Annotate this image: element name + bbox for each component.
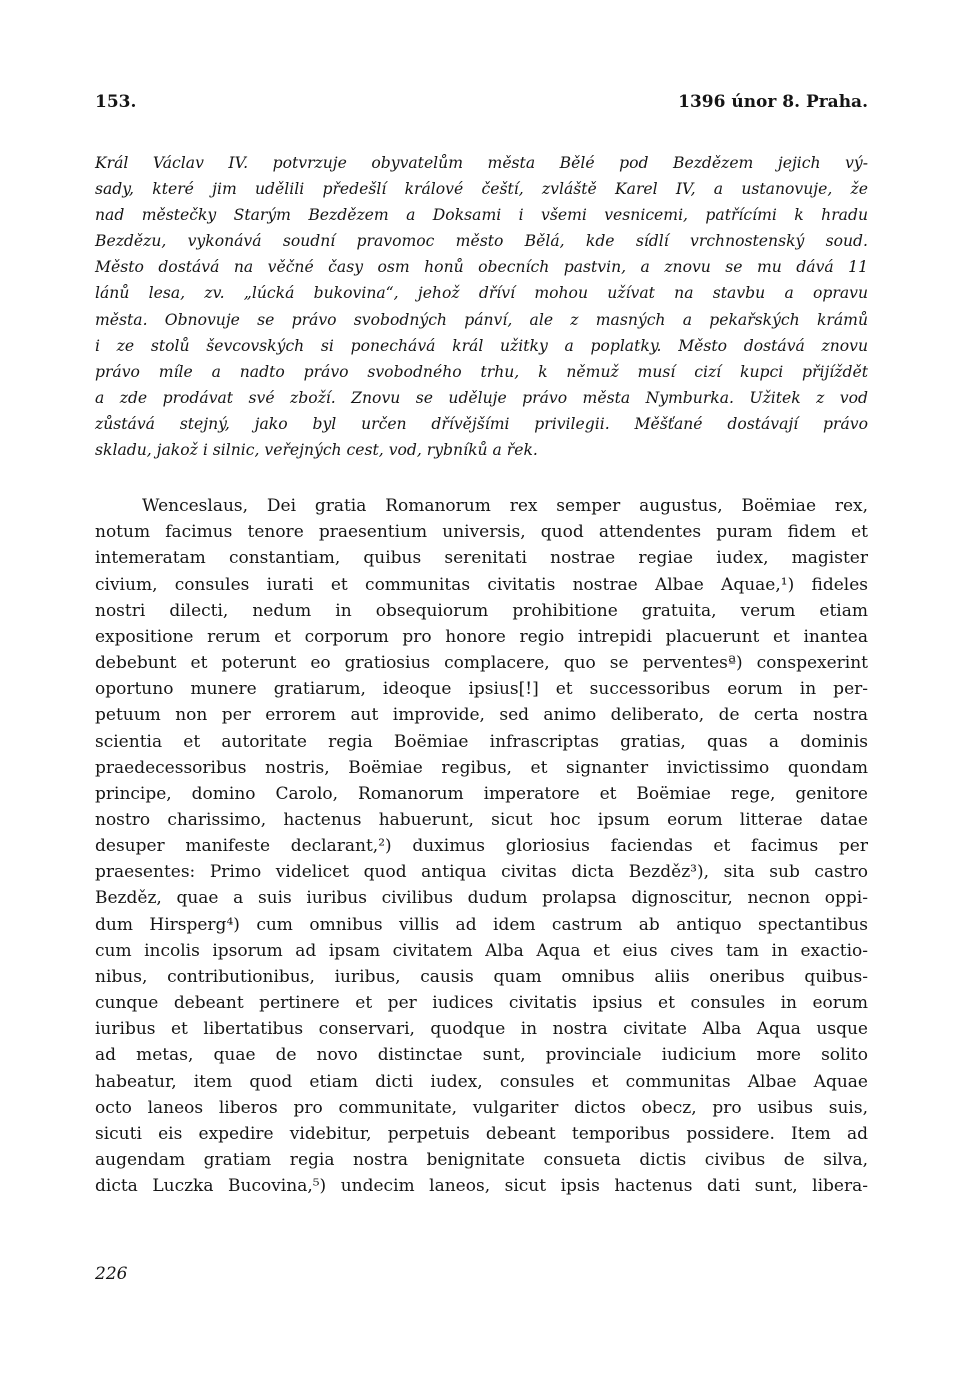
- text-line: nostri dilecti, nedum in obsequiorum prohibitione gratuita, verum etiam: [95, 600, 868, 621]
- text-line: habeatur, item quod etiam dicti iudex, consules et communitas Albae Aquae: [95, 1071, 868, 1092]
- text-line: principe, domino Carolo, Romanorum imperatore et Boëmiae rege, genitore: [95, 783, 868, 804]
- text-line: nostro charissimo, hactenus habuerunt, sicut hoc ipsum eorum litterae datae: [95, 810, 868, 830]
- text-line: praedecessoribus nostris, Boëmiae regibus, et signanter invictissimo quondam: [95, 757, 868, 778]
- regest-line: Bezdězu, vykonává soudní pravomoc město Bělá, kde sídlí vrchnostenský soud.: [95, 232, 868, 251]
- document-header: [95, 92, 868, 122]
- text-line: Bezděz, quae a suis iuribus civilibus dudum prolapsa dignoscitur, necnon oppi-: [95, 888, 868, 909]
- regest-line: lánů lesa, zv. „lúcká bukovina“, jehož dříví mohou užívat na stavbu a opravu: [95, 284, 868, 303]
- regest-line: zůstává stejný, jako byl určen dřívějšími privilegii. Měšťané dostávají právo: [95, 414, 868, 433]
- regest-line: a zde prodávat své zboží. Znovu se uděluje právo města Nymburka. Užitek z vod: [95, 388, 868, 407]
- regest-line: právo míle a nadto právo svobodného trhu, k němuž musí cizí kupci přijíždět: [95, 362, 868, 381]
- regest-line: Král Václav IV. potvrzuje obyvatelům města Bělé pod Bezdězem jejich vý-: [95, 154, 868, 172]
- text-line: nibus, contributionibus, iuribus, causis quam omnibus aliis oneribus quibus-: [95, 966, 868, 987]
- regest-line: i ze stolů ševcovských si ponechává král užitky a poplatky. Město dostává znovu: [95, 336, 868, 355]
- regest-line: města. Obnovuje se právo svobodných pánví, ale z masných a pekařských krámů: [95, 310, 868, 329]
- text-line: expositione rerum et corporum pro honore regio intrepidi placuerunt et inantea: [95, 626, 868, 647]
- text-line: octo laneos liberos pro communitate, vulgariter dictos obecz, pro usibus suis,: [95, 1097, 868, 1118]
- text-line: Wenceslaus, Dei gratia Romanorum rex semper augustus, Boëmiae rex,: [142, 496, 868, 517]
- text-line: oportuno munere gratiarum, ideoque ipsius[!] et successoribus eorum in per-: [95, 679, 868, 700]
- document-page: [95, 92, 868, 1199]
- text-line: scientia et autoritate regia Boëmiae infrascriptas gratias, quas a dominis: [95, 731, 868, 752]
- text-line: sicuti eis expedire videbitur, perpetuis debeant temporibus possidere. Item ad: [95, 1123, 868, 1144]
- text-line: ad metas, quae de novo distinctae sunt, provinciale iudicium more solito: [95, 1045, 868, 1066]
- text-line: notum facimus tenore praesentium universis, quod attendentes puram fidem et: [95, 522, 868, 543]
- charter-text: [95, 493, 868, 1199]
- text-line: dicta Luczka Bucovina,⁵) undecim laneos, sicut ipsis hactenus dati sunt, libera-: [95, 1176, 868, 1197]
- text-line: debebunt et poterunt eo gratiosius complacere, quo se perventesª) conspexerint: [95, 653, 868, 674]
- text-line: civium, consules iurati et communitas civitatis nostrae Albae Aquae,¹) fideles: [95, 574, 868, 595]
- regest-line: Město dostává na věčné časy osm honů obecních pastvin, a znovu se mu dává 11: [95, 258, 868, 277]
- text-line: cum incolis ipsorum ad ipsam civitatem Alba Aqua et eius cives tam in exactio-: [95, 940, 868, 961]
- text-line: desuper manifeste declarant,²) duximus gloriosius faciendas et facimus per: [95, 836, 868, 857]
- regest-line: sady, které jim udělili předešlí králové čeští, zvláště Karel IV, a ustanovuje, že: [95, 180, 868, 199]
- text-line: iuribus et libertatibus conservari, quodque in nostra civitate Alba Aqua usque: [95, 1019, 868, 1040]
- text-line: cunque debeant pertinere et per iudices civitatis ipsius et consules in eorum: [95, 993, 868, 1014]
- regest-line: skladu, jakož i silnic, veřejných cest, vod, rybníků a řek.: [95, 441, 538, 460]
- text-line: intemeratam constantiam, quibus serenitati nostrae regiae iudex, magister: [95, 548, 868, 569]
- page-number: 226: [95, 1264, 128, 1284]
- text-line: dum Hirsperg⁴) cum omnibus villis ad idem castrum ab antiquo spectantibus: [95, 914, 868, 935]
- regest-summary: [95, 150, 868, 463]
- text-line: augendam gratiam regia nostra benignitate consueta dictis civibus de silva,: [95, 1150, 868, 1171]
- date-place: 1396 únor 8. Praha.: [678, 92, 868, 112]
- document-number: 153.: [95, 92, 137, 112]
- regest-line: nad městečky Starým Bezdězem a Doksami i všemi vesnicemi, patřícími k hradu: [95, 206, 868, 225]
- text-line: petuum non per errorem aut improvide, sed animo deliberato, de certa nostra: [95, 705, 868, 726]
- text-line: praesentes: Primo videlicet quod antiqua civitas dicta Bezděz³), sita sub castro: [95, 862, 868, 883]
